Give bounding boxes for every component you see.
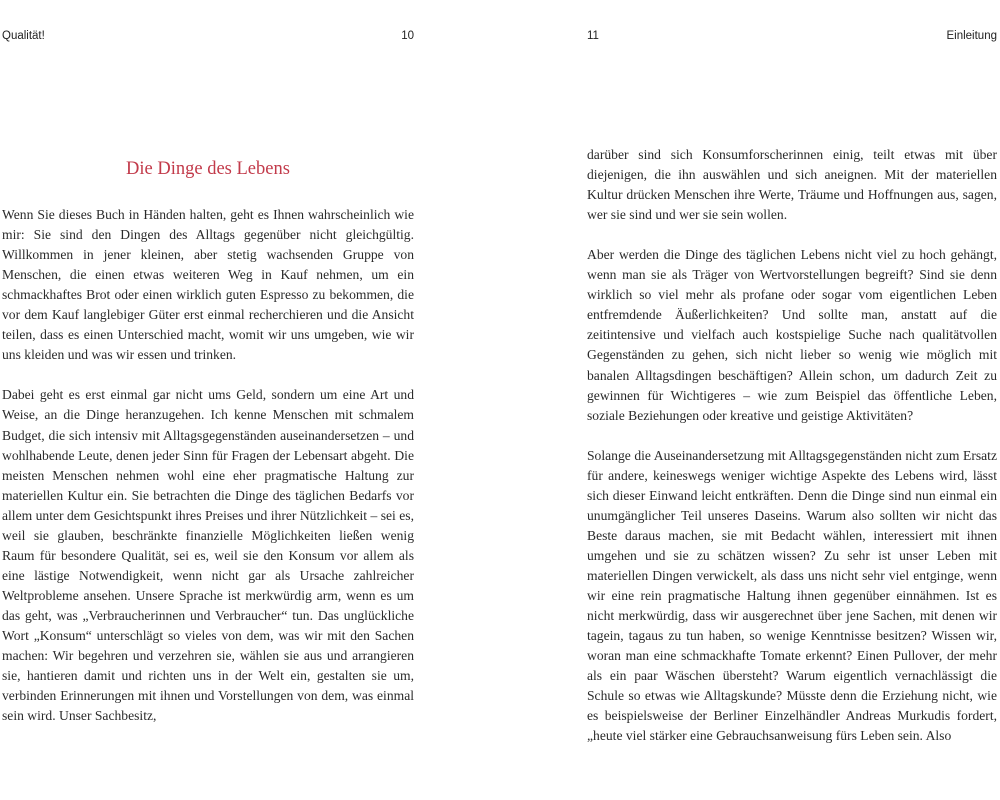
left-page: [2, 0, 414, 800]
paragraph: darüber sind sich Konsumforscherinnen einig, teilt etwas mit über diejenigen, die ihn auswählen und sich aneignen. Mit der materiellen Kultur drücken Menschen ihre Werte, Träume und Hoffnungen aus, sagen, wer sie sind und wer sie sein wollen.: [587, 147, 997, 223]
paragraph: Solange die Auseinandersetzung mit Alltagsgegenständen nicht zum Ersatz für andere, keineswegs weniger wichtige Aspekte des Lebens wird, lässt sich dieser Einwand leicht entkräften. Denn die Dinge sind nun einmal ein unumgänglicher Teil unseres Daseins. Warum also sollten wir nicht das Beste daraus machen, sie mit Bedacht wählen, interessiert mit ihnen umgehen und sie zu schätzen wissen? Zu sehr ist unser Leben mit materiellen Dingen verwickelt, als dass uns nicht sehr viel entginge, wenn wir eine rein pragmatische Haltung ihnen gegenüber einnähmen. Ist es nicht merkwürdig, dass wir ausgerechnet über jene Sachen, mit denen wir tagein, tagaus zu tun haben, so wenige Kenntnisse besitzen? Wissen wir, woran man eine schmackhafte Tomate erkennt? Einen Pullover, der mehr als ein paar Wäschen übersteht? Warum eigentlich vernachlässigt die Schule so etwas wie Alltagskunde? Müsste denn die Erziehung nicht, wie es beispielsweise der Berliner Einzelhändler Andreas Murkudis fordert, „heute viel stärker eine Gebrauchsanweisung fürs Leben sein. Also: [587, 447, 997, 744]
right-body-text: [587, 145, 997, 746]
paragraph: Wenn Sie dieses Buch in Händen halten, geht es Ihnen wahrscheinlich wie mir: Sie sind den Dingen des Alltags gegenüber nicht gleichgültig. Willkommen in jener kleinen, aber stetig wachsenden Gruppe von Menschen, die einen etwas weiteren Weg in Kauf nehmen, um ein schmackhaftes Brot oder einen wirklich guten Espresso zu bekommen, die vor dem Kauf langlebiger Güter erst einmal recherchieren und die Ansicht teilen, dass es einen Unterschied macht, womit wir uns umgeben, wie wir uns kleiden und was wir essen und trinken.: [2, 207, 414, 363]
right-page: [587, 0, 997, 800]
left-page-number: 10: [401, 30, 414, 42]
right-running-head: [587, 30, 997, 46]
chapter-title: Die Dinge des Lebens: [126, 159, 290, 180]
running-head-title: Qualität!: [2, 30, 45, 42]
right-page-number: 11: [587, 30, 599, 42]
paragraph: Dabei geht es erst einmal gar nicht ums Geld, sondern um eine Art und Weise, an die Dinge heranzugehen. Ich kenne Menschen mit schmalem Budget, die sich intensiv mit Alltagsgegenständen auseinandersetzen – und wohlhabende Leute, denen jeder Sinn für Fragen der Lebensart abgeht. Die meisten Menschen nehmen wohl eine eher pragmatische Haltung zur materiellen Kultur ein. Sie betrachten die Dinge des täglichen Bedarfs vor allem unter dem Gesichtspunkt ihres Preises und ihrer Nützlichkeit – sei es, weil sie glauben, beschränkte finanzielle Möglichkeiten ließen wenig Raum für besondere Qualität, sei es, weil sie den Konsum vor allem als eine lästige Notwendigkeit, wenn nicht gar als Ursache zahlreicher Weltprobleme ansehen. Unsere Sprache ist merkwürdig arm, wenn es um das geht, was „Verbraucherinnen und Verbraucher“ tun. Das unglückliche Wort „Konsum“ unterschlägt so vieles von dem, was wir mit den Sachen machen: Wir begehren und verzehren sie, wählen sie aus und arrangieren sie, hantieren damit und richten uns in der Welt ein, gestalten sie um, verbinden Erinnerungen mit ihnen und Vorstellungen von dem, was einmal sein wird. Unser Sachbesitz,: [2, 387, 414, 724]
running-head-section: Einleitung: [946, 30, 997, 42]
left-running-head: [2, 30, 414, 46]
left-body-text: [2, 205, 414, 726]
paragraph: Aber werden die Dinge des täglichen Lebens nicht viel zu hoch gehängt, wenn man sie als Träger von Wertvorstellungen begreift? Sind sie denn wirklich so viel mehr als profane oder sogar vom eigentlichen Leben entfremdende Äußerlichkeiten? Und sollte man, anstatt auf die zeitintensive und vielfach auch kostspielige Suche nach qualitätvollen Gegenständen zu gehen, sich nicht lieber so wenig wie möglich mit banalen Alltagsdingen beschäftigen? Allein schon, um dadurch Zeit zu gewinnen für Wichtigeres – wie zum Beispiel das öffentliche Leben, soziale Beziehungen oder kreative und geistige Aktivitäten?: [587, 247, 997, 423]
